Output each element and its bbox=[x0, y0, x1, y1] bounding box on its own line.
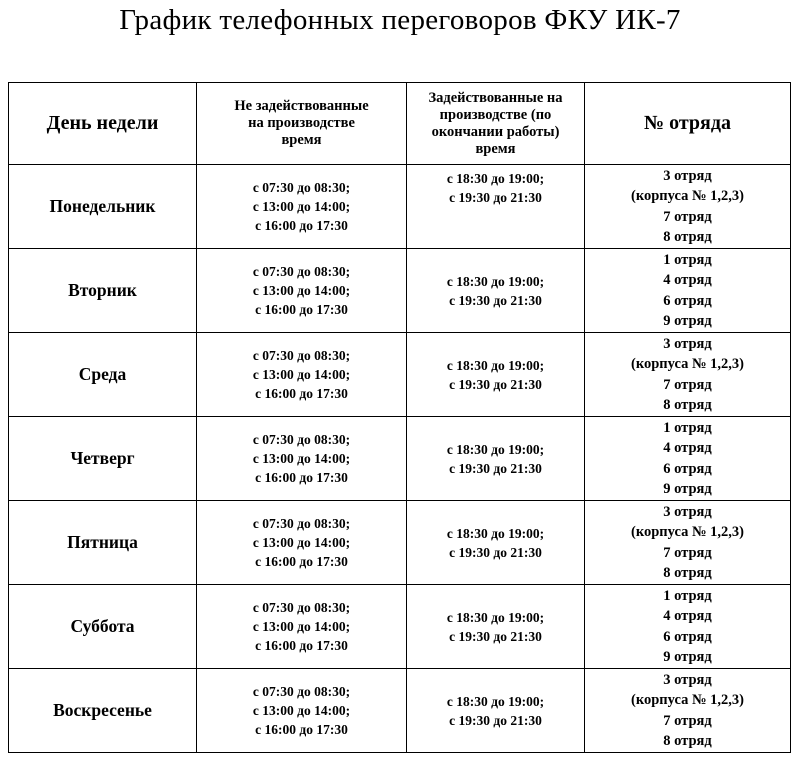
unit-line: 7 отряд bbox=[663, 208, 712, 225]
time-slot: с 16:00 до 17:30 bbox=[255, 470, 348, 485]
table-row bbox=[9, 165, 791, 249]
unit-line: 8 отряд bbox=[663, 229, 712, 245]
time-slot: с 13:00 до 14:00; bbox=[252, 367, 351, 382]
time-slot: с 19:30 до 21:30 bbox=[449, 376, 542, 392]
work-time-cell bbox=[407, 249, 585, 333]
day-cell: Вторник bbox=[9, 249, 197, 333]
day-cell: Четверг bbox=[9, 417, 197, 501]
unit-line: 9 отряд bbox=[663, 481, 712, 497]
free-time-cell bbox=[197, 249, 407, 333]
time-slot: с 16:00 до 17:30 bbox=[255, 302, 348, 317]
header-work-line: производстве (по bbox=[439, 106, 552, 123]
unit-line: (корпуса № 1,2,3) bbox=[631, 692, 744, 708]
day-cell: Воскресенье bbox=[9, 669, 197, 753]
header-row bbox=[9, 83, 791, 165]
time-slot: с 07:30 до 08:30; bbox=[252, 348, 351, 363]
time-slot: с 13:00 до 14:00; bbox=[252, 283, 351, 298]
time-slot: с 19:30 до 21:30 bbox=[449, 628, 542, 644]
unit-cell bbox=[585, 165, 791, 249]
table-row bbox=[9, 585, 791, 669]
time-slot: с 13:00 до 14:00; bbox=[252, 451, 351, 466]
unit-cell bbox=[585, 585, 791, 669]
unit-line: 4 отряд bbox=[663, 272, 712, 288]
time-slot: с 18:30 до 19:00; bbox=[446, 693, 545, 709]
free-time-cell bbox=[197, 417, 407, 501]
table-row bbox=[9, 417, 791, 501]
time-slot: с 07:30 до 08:30; bbox=[252, 684, 351, 699]
free-time-cell bbox=[197, 669, 407, 753]
time-slot: с 19:30 до 21:30 bbox=[449, 190, 542, 205]
unit-line: 7 отряд bbox=[663, 376, 712, 393]
unit-line: 8 отряд bbox=[663, 565, 712, 581]
unit-line: 8 отряд bbox=[663, 397, 712, 413]
time-slot: с 13:00 до 14:00; bbox=[252, 619, 351, 634]
unit-line: 7 отряд bbox=[663, 712, 712, 729]
unit-line: 3 отряд bbox=[663, 335, 712, 352]
time-slot: с 18:30 до 19:00; bbox=[446, 171, 545, 186]
time-slot: с 16:00 до 17:30 bbox=[255, 638, 348, 653]
time-slot: с 07:30 до 08:30; bbox=[252, 180, 351, 195]
unit-line: 9 отряд bbox=[663, 313, 712, 329]
unit-line: 1 отряд bbox=[663, 419, 712, 436]
unit-line: (корпуса № 1,2,3) bbox=[631, 188, 744, 204]
unit-line: 4 отряд bbox=[663, 440, 712, 456]
header-free-line: на производстве bbox=[248, 115, 355, 131]
free-time-cell bbox=[197, 585, 407, 669]
unit-cell bbox=[585, 417, 791, 501]
unit-line: 9 отряд bbox=[663, 649, 712, 665]
header-work-line: Задействованные на bbox=[428, 89, 563, 106]
free-time-cell bbox=[197, 501, 407, 585]
header-work-line: окончании работы) bbox=[431, 123, 560, 140]
work-time-cell bbox=[407, 165, 585, 249]
time-slot: с 18:30 до 19:00; bbox=[446, 525, 545, 541]
unit-line: 1 отряд bbox=[663, 251, 712, 268]
free-time-cell bbox=[197, 333, 407, 417]
time-slot: с 19:30 до 21:30 bbox=[449, 292, 542, 308]
unit-line: 3 отряд bbox=[663, 671, 712, 688]
schedule-table bbox=[8, 82, 791, 753]
unit-cell bbox=[585, 333, 791, 417]
day-cell: Среда bbox=[9, 333, 197, 417]
time-slot: с 13:00 до 14:00; bbox=[252, 199, 351, 214]
unit-line: 6 отряд bbox=[663, 628, 712, 645]
time-slot: с 07:30 до 08:30; bbox=[252, 264, 351, 279]
time-slot: с 19:30 до 21:30 bbox=[449, 544, 542, 560]
time-slot: с 16:00 до 17:30 bbox=[255, 218, 348, 233]
table-row bbox=[9, 669, 791, 753]
unit-line: (корпуса № 1,2,3) bbox=[631, 356, 744, 372]
time-slot: с 07:30 до 08:30; bbox=[252, 432, 351, 447]
work-time-cell bbox=[407, 333, 585, 417]
unit-cell bbox=[585, 501, 791, 585]
header-work-time bbox=[407, 83, 585, 165]
unit-line: 6 отряд bbox=[663, 292, 712, 309]
unit-cell bbox=[585, 669, 791, 753]
header-day: День недели bbox=[9, 83, 197, 165]
work-time-cell bbox=[407, 417, 585, 501]
unit-cell bbox=[585, 249, 791, 333]
work-time-cell bbox=[407, 585, 585, 669]
header-free-line: время bbox=[281, 132, 322, 148]
work-time-cell bbox=[407, 669, 585, 753]
free-time-cell bbox=[197, 165, 407, 249]
unit-line: 8 отряд bbox=[663, 733, 712, 749]
time-slot: с 18:30 до 19:00; bbox=[446, 441, 545, 457]
unit-line: 3 отряд bbox=[663, 167, 712, 184]
time-slot: с 13:00 до 14:00; bbox=[252, 535, 351, 550]
header-unit: № отряда bbox=[585, 83, 791, 165]
page-title: График телефонных переговоров ФКУ ИК-7 bbox=[119, 4, 681, 36]
unit-line: 1 отряд bbox=[663, 587, 712, 604]
unit-line: 7 отряд bbox=[663, 544, 712, 561]
time-slot: с 18:30 до 19:00; bbox=[446, 273, 545, 289]
table-row bbox=[9, 249, 791, 333]
header-work-line: время bbox=[475, 140, 516, 157]
work-time-cell bbox=[407, 501, 585, 585]
time-slot: с 16:00 до 17:30 bbox=[255, 554, 348, 569]
unit-line: 6 отряд bbox=[663, 460, 712, 477]
day-cell: Понедельник bbox=[9, 165, 197, 249]
day-cell: Суббота bbox=[9, 585, 197, 669]
header-free-time bbox=[197, 83, 407, 165]
time-slot: с 18:30 до 19:00; bbox=[446, 357, 545, 373]
time-slot: с 13:00 до 14:00; bbox=[252, 703, 351, 718]
unit-line: 3 отряд bbox=[663, 503, 712, 520]
unit-line: (корпуса № 1,2,3) bbox=[631, 524, 744, 540]
unit-line: 4 отряд bbox=[663, 608, 712, 624]
time-slot: с 16:00 до 17:30 bbox=[255, 386, 348, 401]
table-row bbox=[9, 333, 791, 417]
time-slot: с 07:30 до 08:30; bbox=[252, 600, 351, 615]
time-slot: с 16:00 до 17:30 bbox=[255, 722, 348, 737]
time-slot: с 19:30 до 21:30 bbox=[449, 460, 542, 476]
day-cell: Пятница bbox=[9, 501, 197, 585]
header-free-line: Не задействованные bbox=[234, 98, 369, 114]
time-slot: с 19:30 до 21:30 bbox=[449, 712, 542, 728]
table-row bbox=[9, 501, 791, 585]
time-slot: с 07:30 до 08:30; bbox=[252, 516, 351, 531]
time-slot: с 18:30 до 19:00; bbox=[446, 609, 545, 625]
